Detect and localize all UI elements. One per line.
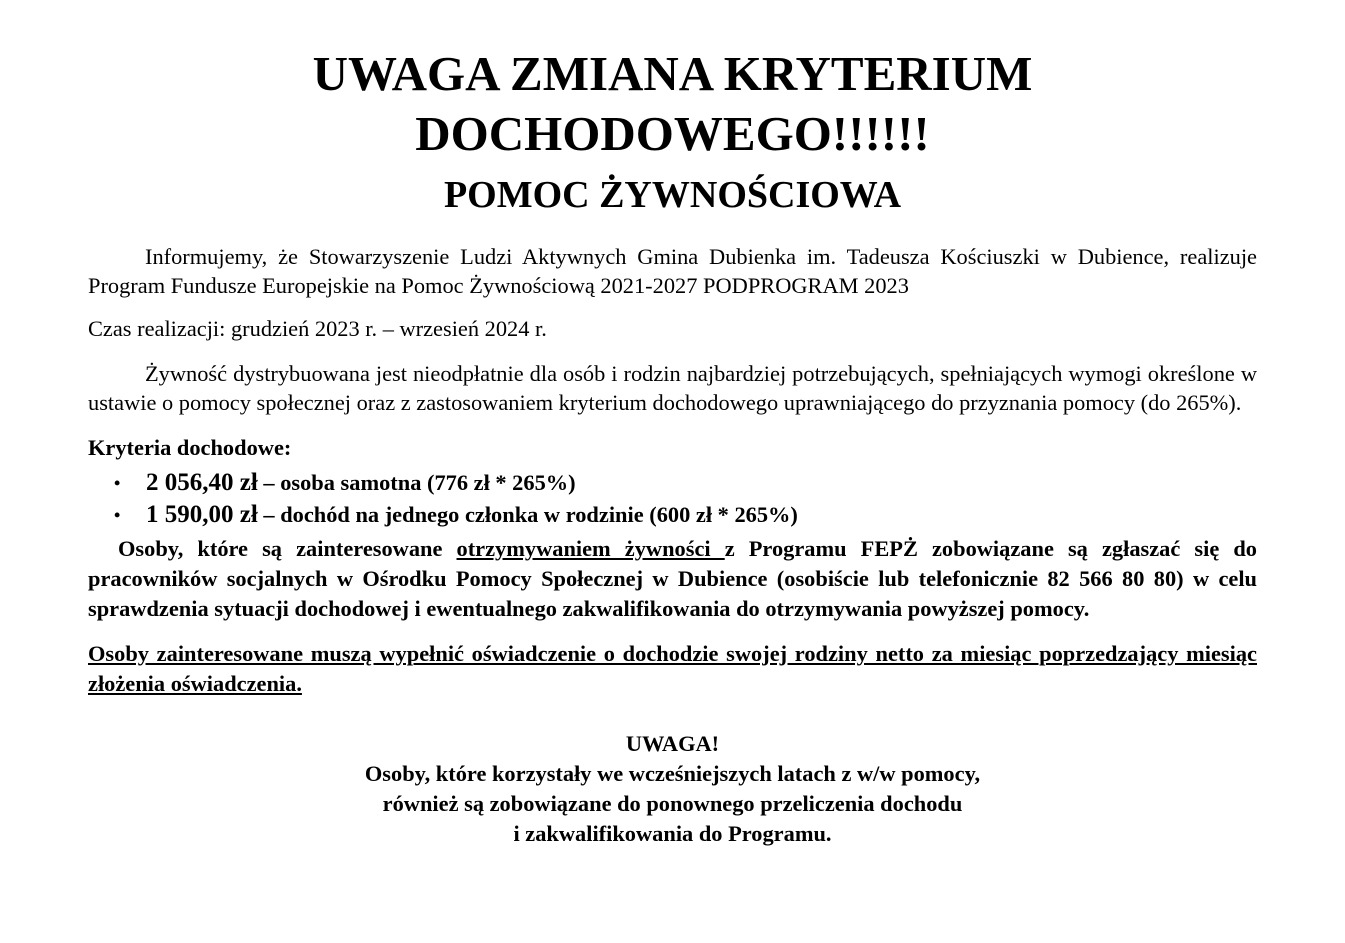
criteria-description: – dochód na jednego członka w rodzinie (600 zł * 265%) [257,502,798,527]
declaration-paragraph: Osoby zainteresowane muszą wypełnić oświadczenie o dochodzie swojej rodziny netto za miesiąc poprzedzający miesiąc złożenia oświadczenia. [88,641,1257,696]
notice-line: i zakwalifikowania do Programu. [513,821,832,846]
notice-block [88,729,1257,849]
contact-underlined-text: otrzymywaniem żywności [456,536,725,561]
intro-paragraph: Informujemy, że Stowarzyszenie Ludzi Aktywnych Gmina Dubienka im. Tadeusza Kościuszki w Dubience, realizuje Program Fundusze Europejskie na Pomoc Żywnościową 2021-2027 PODPROGRAM 2023 [88,244,1257,298]
contact-text-start: Osoby, które są zainteresowane [118,536,457,561]
criteria-description: – osoba samotna (776 zł * 265%) [257,470,576,495]
food-distribution-paragraph: Żywność dystrybuowana jest nieodpłatnie dla osób i rodzin najbardziej potrzebujących, spełniających wymogi określone w ustawie o pomocy społecznej oraz z zastosowaniem kryterium dochodowego uprawniającego do przyznania pomocy (do 265%). [88,361,1257,415]
criteria-item [114,499,1257,531]
notice-line: również są zobowiązane do ponownego przeliczenia dochodu [382,791,963,816]
contact-paragraph [88,534,1257,624]
criteria-item [114,467,1257,499]
main-title-line2: DOCHODOWEGO!!!!!! [415,106,930,161]
notice-line: Osoby, które korzystały we wcześniejszych latach z w/w pomocy, [364,761,981,786]
criteria-amount: 1 590,00 zł [146,501,258,528]
criteria-list [88,467,1257,531]
realization-time: Czas realizacji: grudzień 2023 r. – wrzesień 2024 r. [88,316,547,341]
main-title-line1: UWAGA ZMIANA KRYTERIUM [312,46,1033,101]
criteria-heading: Kryteria dochodowe: [88,435,292,460]
notice-heading: UWAGA! [625,731,720,756]
bullet-icon: • [114,473,121,493]
contact-text-end: z Programu FEPŻ zobowiązane są zgłaszać się do pracowników socjalnych w Ośrodku Pomocy Społecznej w Dubience (osobiście lub telefonicznie 82 566 80 80) w celu sprawdzenia sytuacji dochodowej i ewentualnego zakwalifikowania do otrzymywania powyższej pomocy. [88,536,1257,621]
subtitle: POMOC ŻYWNOŚCIOWA [443,174,902,216]
main-title [88,0,1257,164]
bullet-icon: • [114,505,121,525]
criteria-amount: 2 056,40 zł [146,469,258,496]
